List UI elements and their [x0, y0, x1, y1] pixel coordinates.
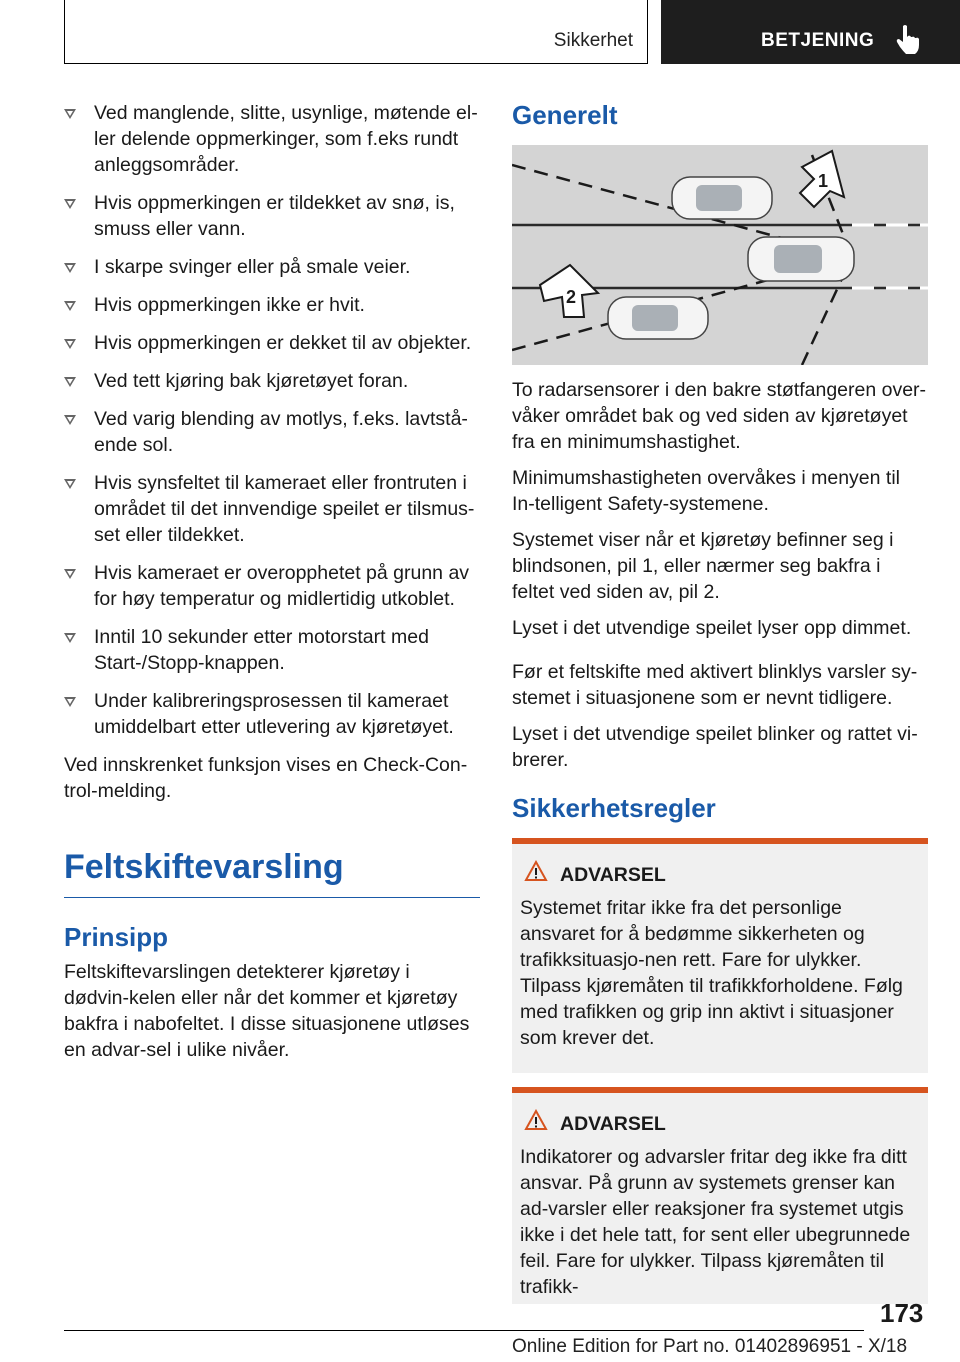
warning-text: Indikatorer og advarsler fritar deg ikke fra ditt ansvar. På grunn av systemets grenser kan ad-varsler eller reaksjoner fra systemet utgis ikke i det hele tatt, for sent eller ubegrunnede feil. Fare for ulykker. Tilpass kjøremåten til trafikk- — [520, 1146, 911, 1298]
hand-pointer-icon — [895, 24, 921, 54]
limitation-list — [64, 100, 480, 740]
list-item: I skarpe svinger eller på smale veier. — [64, 254, 480, 280]
warning-title: ADVARSEL — [560, 1113, 920, 1136]
list-item: Hvis kameraet er overopphetet på grunn av for høy temperatur og midlertidig utkoblet. — [64, 560, 480, 612]
header-section-box — [64, 0, 648, 64]
car-bottom — [608, 297, 708, 339]
principle-heading: Prinsipp — [64, 922, 169, 952]
triangle-bullet-icon — [64, 569, 76, 579]
list-item: Ved tett kjøring bak kjøretøyet foran. — [64, 368, 480, 394]
warning-title: ADVARSEL — [560, 864, 920, 887]
lane-change-illustration — [512, 145, 928, 365]
triangle-bullet-icon — [64, 415, 76, 425]
chapter-heading: Feltskiftevarsling — [64, 848, 480, 898]
triangle-bullet-icon — [64, 109, 76, 119]
list-item: Inntil 10 sekunder etter motorstart med Start-/Stopp-knappen. — [64, 624, 480, 676]
footer-rule — [64, 1330, 864, 1331]
triangle-bullet-icon — [64, 633, 76, 643]
left-column — [64, 100, 480, 1073]
general-paragraph: Lyset i det utvendige speilet lyser opp dimmet. — [512, 617, 912, 639]
triangle-bullet-icon — [64, 301, 76, 311]
list-item: Under kalibreringsprosessen til kameraet umiddelbart etter utlevering av kjøretøyet. — [64, 688, 480, 740]
warning-box — [512, 838, 928, 1073]
triangle-bullet-icon — [64, 697, 76, 707]
arrow-2-label: 2 — [566, 287, 577, 307]
arrow-1-label: 1 — [818, 171, 829, 191]
list-item: Hvis oppmerkingen er dekket til av objekter. — [64, 330, 480, 356]
general-paragraph: Systemet viser når et kjøretøy befinner seg i blindsonen, pil 1, eller nærmer seg bakfra i feltet ved siden av, pil 2. — [512, 529, 894, 603]
triangle-bullet-icon — [64, 263, 76, 273]
general-paragraph: Lyset i det utvendige speilet blinker og rattet vi-brerer. — [512, 723, 918, 771]
triangle-bullet-icon — [64, 377, 76, 387]
section-title: Sikkerhet — [553, 30, 633, 51]
principle-text: Feltskiftevarslingen detekterer kjøretøy i dødvin-kelen eller når det kommer et kjøretøy bakfra i nabofeltet. I disse situasjonene utløses en advar-sel i ulike nivåer. — [64, 961, 470, 1061]
list-item: Hvis oppmerkingen er tildekket av snø, is, smuss eller vann. — [64, 190, 480, 242]
warning-triangle-icon — [524, 860, 548, 882]
footer-edition: Online Edition for Part no. 01402896951 - X/18 — [512, 1336, 908, 1357]
warning-text: Systemet fritar ikke fra det personlige ansvaret for å bedømme sikkerheten og trafikksituasjo-nen rett. Fare for ulykker. Tilpass kjøremåten til trafikkforholdene. Følg med trafikken og grip inn aktivt i situasjoner som krever det. — [520, 897, 903, 1049]
list-item: Hvis synsfeltet til kameraet eller frontruten i området til det innvendige speilet er tilsmus-set eller tildekket. — [64, 470, 480, 548]
triangle-bullet-icon — [64, 339, 76, 349]
chapter-title: BETJENING — [761, 30, 875, 51]
car-own — [748, 237, 854, 281]
safety-rules-heading: Sikkerhetsregler — [512, 793, 716, 823]
general-paragraph: To radarsensorer i den bakre støtfangeren over-våker området bak og ved siden av kjøretøyet fra en minimumshastighet. — [512, 379, 927, 453]
warning-box — [512, 1087, 928, 1304]
triangle-bullet-icon — [64, 199, 76, 209]
list-item: Ved manglende, slitte, usynlige, møtende el-ler delende oppmerkinger, som f.eks rundt anleggsområder. — [64, 100, 480, 178]
triangle-bullet-icon — [64, 479, 76, 489]
list-item: Hvis oppmerkingen ikke er hvit. — [64, 292, 480, 318]
check-control-note: Ved innskrenket funksjon vises en Check-Con-trol-melding. — [64, 754, 468, 802]
list-item: Ved varig blending av motlys, f.eks. lavtstå-ende sol. — [64, 406, 480, 458]
general-paragraph: Minimumshastigheten overvåkes i menyen til In-telligent Safety-systemene. — [512, 467, 901, 515]
general-heading: Generelt — [512, 100, 618, 130]
general-paragraph: Før et feltskifte med aktivert blinklys varsler sy-stemet i situasjonene som er nevnt tidligere. — [512, 661, 918, 709]
right-column — [512, 100, 928, 1318]
header-chapter-box — [661, 0, 960, 64]
warning-triangle-icon — [524, 1109, 548, 1131]
page-number: 173 — [880, 1298, 924, 1328]
car-top — [672, 177, 772, 219]
